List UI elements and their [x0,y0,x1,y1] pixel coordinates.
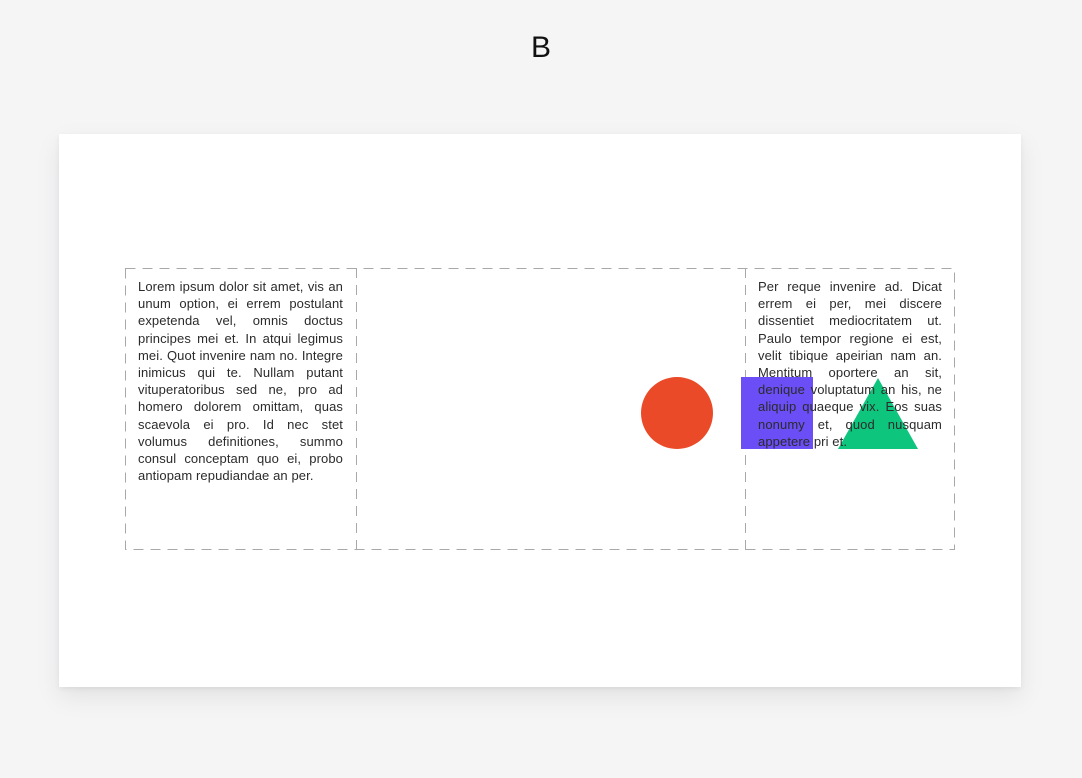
text-block-right[interactable]: Per reque invenire ad. Dicat errem ei per, mei discere dissentiet mediocritatem ut. Paulo tempor regione ei est, velit tibique apeirian nam an. Mentitum oportere an sit, denique voluptatum an his, ne aliquip quaeque vix. Eos suas nonumy et, quod nusquam appetere pri et. [758,279,942,449]
shapes-cell[interactable] [356,268,745,550]
slide-canvas[interactable] [59,134,1021,687]
placeholder-grid [125,268,955,550]
circle-shape[interactable] [641,377,713,449]
slide-option-label: B [530,31,551,64]
text-block-left[interactable]: Lorem ipsum dolor sit amet, vis an unum option, ei errem postulant expetenda vel, omnis doctus principes mei et. In atqui legimus mei. Quot invenire nam no. Integre inimicus qui te. Nullam putant vituperatoribus sed ne, pro ad homero dolorem omittam, quas scaevola ei pro. Id nec stet volumus definitiones, summo consul conceptam quo ei, probo antiopam repudiandae an per. [138,279,343,484]
